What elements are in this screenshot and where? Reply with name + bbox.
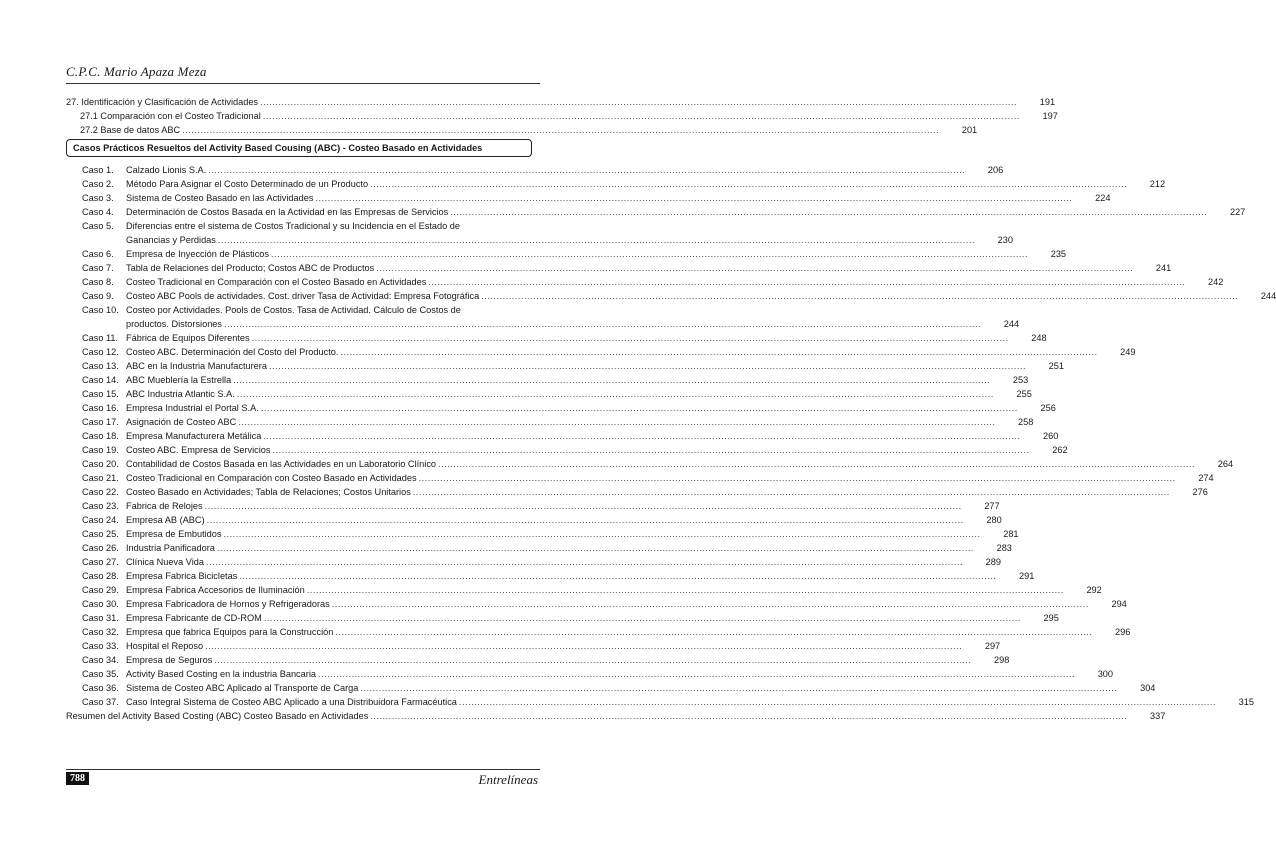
case-title-line	[126, 387, 996, 401]
case-entry[interactable]	[66, 527, 1019, 541]
case-page: 249	[1120, 347, 1136, 357]
case-number: Caso 28.	[82, 571, 119, 581]
case-title: Empresa AB (ABC)	[126, 515, 205, 525]
dot-leader	[332, 597, 1089, 611]
dot-leader	[370, 177, 1127, 191]
case-number: Caso 22.	[82, 487, 119, 497]
case-entry[interactable]	[66, 695, 1254, 709]
case-title: Empresa Fabricante de CD-ROM	[126, 613, 262, 623]
case-page: 224	[1095, 193, 1111, 203]
case-title: Método Para Asignar el Costo Determinado de un Producto	[126, 179, 369, 189]
dot-leader	[205, 639, 962, 653]
case-title-line	[126, 527, 983, 541]
case-entry[interactable]	[66, 401, 1056, 415]
dot-leader	[264, 611, 1021, 625]
case-entry[interactable]	[66, 457, 1234, 471]
case-page: 253	[1012, 375, 1029, 385]
case-title: Empresa Fabricadora de Hornos y Refrigeradoras	[126, 599, 330, 609]
case-entry[interactable]	[66, 331, 1047, 345]
case-page: 283	[996, 543, 1012, 553]
case-number: Caso 5.	[82, 221, 114, 231]
case-page: 251	[1048, 361, 1064, 371]
case-title: ABC Mueblería la Estrella	[126, 375, 232, 385]
case-number: Caso 1.	[82, 165, 114, 175]
dot-leader	[207, 513, 964, 527]
summary-label: Resumen del Activity Based Costing (ABC) Costeo Basado en Actividades	[66, 711, 369, 721]
author-header: C.P.C. Mario Apaza Meza	[66, 64, 207, 79]
case-page: 206	[987, 165, 1004, 175]
case-number: Caso 11.	[82, 333, 119, 343]
case-entry[interactable]	[66, 597, 1127, 611]
case-entry[interactable]	[66, 191, 1111, 205]
case-title: Costeo ABC Pools de actividades. Cost. driver Tasa de Actividad: Empresa Fotográfica	[126, 291, 480, 301]
case-number: Caso 32.	[82, 627, 119, 637]
case-title-line	[126, 667, 1077, 681]
dot-leader	[307, 583, 1064, 597]
case-title-line	[126, 205, 1209, 219]
case-page: 244	[1003, 319, 1020, 329]
footer-rule	[66, 769, 540, 770]
case-number: Caso 15.	[82, 389, 119, 399]
case-title: Empresa Manufacturera Metálica	[126, 431, 262, 441]
case-title: ABC Industria Atlantic S.A.	[126, 389, 235, 399]
case-title: Empresa de Seguros	[126, 655, 213, 665]
summary-page: 337	[1150, 711, 1166, 721]
case-number: Caso 23.	[82, 501, 119, 511]
table-of-contents	[66, 95, 1276, 723]
toc-entry[interactable]	[66, 123, 978, 137]
case-number: Caso 3.	[82, 193, 114, 203]
dot-leader	[252, 331, 1009, 345]
case-page: 230	[997, 235, 1013, 245]
case-title: Empresa de Inyección de Plásticos	[126, 249, 269, 259]
case-page: 280	[986, 515, 1002, 525]
dot-leader	[239, 569, 996, 583]
case-title-line	[126, 457, 1197, 471]
case-entry[interactable]	[66, 345, 1136, 359]
case-number: Caso 8.	[82, 277, 114, 287]
dot-leader	[261, 401, 1018, 415]
case-title-line	[126, 177, 1129, 191]
case-title-line	[126, 541, 976, 555]
dot-leader	[318, 667, 1075, 681]
case-page: 258	[1018, 417, 1034, 427]
case-number: Caso 27.	[82, 557, 119, 567]
case-title: Determinación de Costos Basada en la Actividad en las Empresas de Servicios	[126, 207, 449, 217]
case-page: 244	[1260, 291, 1276, 301]
case-number: Caso 24.	[82, 515, 119, 525]
dot-leader	[271, 247, 1028, 261]
case-title-continued: Ganancias y Perdidas	[126, 235, 216, 245]
case-entry[interactable]	[66, 275, 1224, 289]
case-entry[interactable]	[66, 163, 1004, 177]
case-number: Caso 13.	[82, 361, 119, 371]
case-title: Calzado Lionis S.A.	[126, 165, 207, 175]
case-page: 292	[1086, 585, 1102, 595]
toc-entry-page: 201	[961, 125, 978, 135]
intro-section	[66, 95, 1058, 137]
case-title: Costeo Tradicional en Comparación con Costeo Basado en Actividades	[126, 473, 417, 483]
case-title-line	[126, 569, 998, 583]
case-title-line	[126, 695, 1218, 709]
case-number: Caso 7.	[82, 263, 114, 273]
case-title: Empresa Industrial el Portal S.A.	[126, 403, 259, 413]
case-entry[interactable]	[66, 429, 1059, 443]
dot-leader	[269, 359, 1026, 373]
case-number: Caso 26.	[82, 543, 119, 553]
case-entry[interactable]	[66, 205, 1246, 219]
dot-leader	[340, 345, 1097, 359]
case-entry[interactable]	[66, 611, 1059, 625]
dot-leader	[224, 317, 981, 331]
section-title: Casos Prácticos Resueltos del Activity Based Cousing (ABC) - Costeo Basado en Actividades	[66, 139, 532, 157]
dot-leader	[224, 527, 981, 541]
case-title-line	[126, 583, 1066, 597]
case-title: Empresa que fabrica Equipos para la Construcción	[126, 627, 334, 637]
case-title-line	[126, 429, 1022, 443]
case-page: 315	[1238, 697, 1254, 707]
dot-leader	[481, 289, 1238, 303]
case-title: Diferencias entre el sistema de Costos Tradicional y su Incidencia en el Estado de	[126, 221, 460, 231]
case-title-line	[126, 163, 967, 177]
case-number: Caso 31.	[82, 613, 119, 623]
case-title-block	[126, 219, 977, 247]
case-title: Caso Integral Sistema de Costeo ABC Aplicado a una Distribuidora Farmacéutica	[126, 697, 457, 707]
case-page: 248	[1031, 333, 1047, 343]
case-page: 241	[1155, 263, 1172, 273]
case-page: 297	[984, 641, 1001, 651]
case-title: Tabla de Relaciones del Producto; Costos ABC de Productos	[126, 263, 375, 273]
case-title: Sistema de Costeo Basado en las Actividades	[126, 193, 314, 203]
toc-entry-label: 27.1 Comparación con el Costeo Tradicional	[80, 111, 261, 121]
case-title-line	[126, 247, 1030, 261]
case-number: Caso 29.	[82, 585, 119, 595]
toc-entry-label: 27.2 Base de datos ABC	[80, 125, 181, 135]
dot-leader	[208, 163, 965, 177]
case-page: 300	[1097, 669, 1114, 679]
summary-entry[interactable]	[66, 709, 1166, 723]
case-number: Caso 19.	[82, 445, 119, 455]
case-entry[interactable]	[66, 387, 1032, 401]
dot-leader	[214, 653, 971, 667]
case-entry[interactable]	[66, 261, 1172, 275]
case-page: 277	[984, 501, 1000, 511]
toc-entry-page: 197	[1042, 111, 1058, 121]
dot-leader	[376, 261, 1133, 275]
case-number: Caso 16.	[82, 403, 119, 413]
case-title-line	[126, 611, 1023, 625]
case-page: 260	[1043, 431, 1059, 441]
case-page: 294	[1111, 599, 1127, 609]
case-number: Caso 25.	[82, 529, 119, 539]
case-page: 298	[994, 655, 1010, 665]
case-title-line	[126, 443, 1032, 457]
case-page: 274	[1198, 473, 1214, 483]
case-entry[interactable]	[66, 513, 1002, 527]
case-page: 256	[1040, 403, 1056, 413]
case-number: Caso 37.	[82, 697, 119, 707]
dot-leader	[335, 625, 1092, 639]
case-number: Caso 21.	[82, 473, 119, 483]
case-title-line	[126, 471, 1178, 485]
case-number: Caso 17.	[82, 417, 119, 427]
case-number: Caso 36.	[82, 683, 119, 693]
dot-leader	[238, 415, 995, 429]
case-entry[interactable]	[66, 247, 1067, 261]
cases-list	[66, 163, 1276, 709]
case-entry[interactable]	[66, 639, 1001, 653]
case-entry[interactable]	[66, 373, 1029, 387]
dot-leader	[263, 429, 1020, 443]
case-title-line	[126, 555, 965, 569]
case-page: 235	[1050, 249, 1067, 259]
dot-leader	[273, 443, 1030, 457]
case-page: 304	[1140, 683, 1156, 693]
case-entry[interactable]	[66, 359, 1064, 373]
case-title: Fábrica de Equipos Diferentes	[126, 333, 250, 343]
case-title-line	[126, 275, 1187, 289]
case-title-continued-line	[126, 317, 983, 331]
case-title: Empresa Fabrica Bicicletas	[126, 571, 238, 581]
case-title-line	[126, 681, 1119, 695]
case-entry[interactable]	[66, 555, 1002, 569]
case-title: Costeo ABC. Empresa de Servicios	[126, 445, 271, 455]
dot-leader	[263, 109, 1020, 123]
case-entry[interactable]	[66, 569, 1035, 583]
case-entry[interactable]	[66, 471, 1214, 485]
case-entry[interactable]	[66, 289, 1276, 303]
case-title: Industria Panificadora	[126, 543, 215, 553]
case-entry[interactable]	[66, 681, 1156, 695]
case-title-line	[126, 653, 973, 667]
case-title-line	[126, 345, 1100, 359]
case-title: Costeo Tradicional en Comparación con el Costeo Basado en Actividades	[126, 277, 427, 287]
case-number: Caso 4.	[82, 207, 114, 217]
dot-leader	[370, 709, 1127, 723]
case-entry[interactable]	[66, 499, 1000, 513]
case-entry[interactable]	[66, 415, 1034, 429]
case-number: Caso 18.	[82, 431, 119, 441]
dot-leader	[438, 457, 1195, 471]
dot-leader	[233, 373, 990, 387]
case-page: 255	[1016, 389, 1032, 399]
case-page: 295	[1043, 613, 1059, 623]
case-title: Empresa de Embutidos	[126, 529, 222, 539]
case-title: Contabilidad de Costos Basada en las Actividades en un Laboratorio Clínico	[126, 459, 437, 469]
case-number: Caso 6.	[82, 249, 114, 259]
case-page: 296	[1115, 627, 1131, 637]
case-number: Caso 30.	[82, 599, 119, 609]
case-entry[interactable]	[66, 541, 1012, 555]
dot-leader	[360, 681, 1117, 695]
case-title-line	[126, 261, 1135, 275]
case-title-line	[126, 597, 1091, 611]
toc-entry[interactable]	[66, 109, 1058, 123]
case-title: Empresa Fabrica Accesorios de Iluminación	[126, 585, 305, 595]
case-title: Costeo ABC. Determinación del Costo del Producto.	[126, 347, 339, 357]
case-number: Caso 35.	[82, 669, 119, 679]
case-title: Sistema de Costeo ABC Aplicado al Transporte de Carga	[126, 683, 359, 693]
case-page: 212	[1149, 179, 1166, 189]
case-number: Caso 14.	[82, 375, 119, 385]
dot-leader	[413, 485, 1170, 499]
dot-leader	[260, 95, 1017, 109]
case-number: Caso 34.	[82, 655, 119, 665]
case-page: 281	[1003, 529, 1019, 539]
case-title: Hospital el Reposo	[126, 641, 204, 651]
dot-leader	[218, 233, 975, 247]
case-number: Caso 2.	[82, 179, 114, 189]
case-title-line	[126, 401, 1020, 415]
case-title-continued-line	[126, 233, 977, 247]
toc-entry-label: 27. Identificación y Clasificación de Actividades	[66, 97, 259, 107]
case-page: 276	[1192, 487, 1208, 497]
case-page: 242	[1208, 277, 1224, 287]
header-rule	[66, 83, 540, 84]
case-title-block	[126, 303, 983, 331]
toc-entry-page: 191	[1039, 97, 1056, 107]
dot-leader	[182, 123, 939, 137]
case-title-continued: productos. Distorsiones	[126, 319, 223, 329]
case-page: 262	[1052, 445, 1068, 455]
case-title: Costeo Basado en Actividades; Tabla de Relaciones; Costos Unitarios	[126, 487, 411, 497]
case-title: Costeo por Actividades. Pools de Costos. Tasa de Actividad. Cálculo de Costos de	[126, 305, 461, 315]
case-number: Caso 33.	[82, 641, 119, 651]
toc-entry[interactable]	[66, 95, 1056, 109]
case-page: 291	[1019, 571, 1035, 581]
case-entry[interactable]	[66, 583, 1102, 597]
case-title-line	[126, 331, 1011, 345]
case-page: 227	[1229, 207, 1246, 217]
case-entry[interactable]	[66, 443, 1068, 457]
case-title-line	[126, 191, 1074, 205]
case-title: Activity Based Costing en la industria Bancaria	[126, 669, 316, 679]
dot-leader	[315, 191, 1072, 205]
case-entry[interactable]	[66, 303, 1020, 331]
case-entry[interactable]	[66, 485, 1208, 499]
case-page: 264	[1217, 459, 1234, 469]
case-entry[interactable]	[66, 219, 1013, 247]
dot-leader	[237, 387, 994, 401]
case-entry[interactable]	[66, 653, 1010, 667]
case-entry[interactable]	[66, 177, 1166, 191]
case-number: Caso 10.	[82, 305, 119, 315]
case-title-line	[126, 513, 966, 527]
dot-leader	[428, 275, 1185, 289]
case-title: ABC en la Industria Manufacturera	[126, 361, 267, 371]
case-number: Caso 9.	[82, 291, 114, 301]
case-page: 289	[985, 557, 1002, 567]
dot-leader	[217, 541, 974, 555]
dot-leader	[450, 205, 1207, 219]
dot-leader	[206, 555, 963, 569]
case-number: Caso 12.	[82, 347, 119, 357]
case-title-line	[126, 499, 964, 513]
case-title-line	[126, 625, 1094, 639]
case-title: Clínica Nueva Vida	[126, 557, 204, 567]
case-title-line	[126, 359, 1028, 373]
dot-leader	[459, 695, 1216, 709]
case-number: Caso 20.	[82, 459, 119, 469]
case-title-line	[126, 485, 1172, 499]
case-title-line	[126, 639, 964, 653]
case-title-line	[126, 289, 1240, 303]
dot-leader	[205, 499, 962, 513]
case-entry[interactable]	[66, 667, 1114, 681]
case-title-line	[126, 415, 997, 429]
page-number: 788	[66, 772, 89, 785]
case-title: Asignación de Costeo ABC	[126, 417, 237, 427]
dot-leader	[419, 471, 1176, 485]
case-title: Fabrica de Relojes	[126, 501, 203, 511]
journal-name: Entrelíneas	[478, 772, 538, 787]
case-title-line	[126, 373, 992, 387]
case-entry[interactable]	[66, 625, 1131, 639]
